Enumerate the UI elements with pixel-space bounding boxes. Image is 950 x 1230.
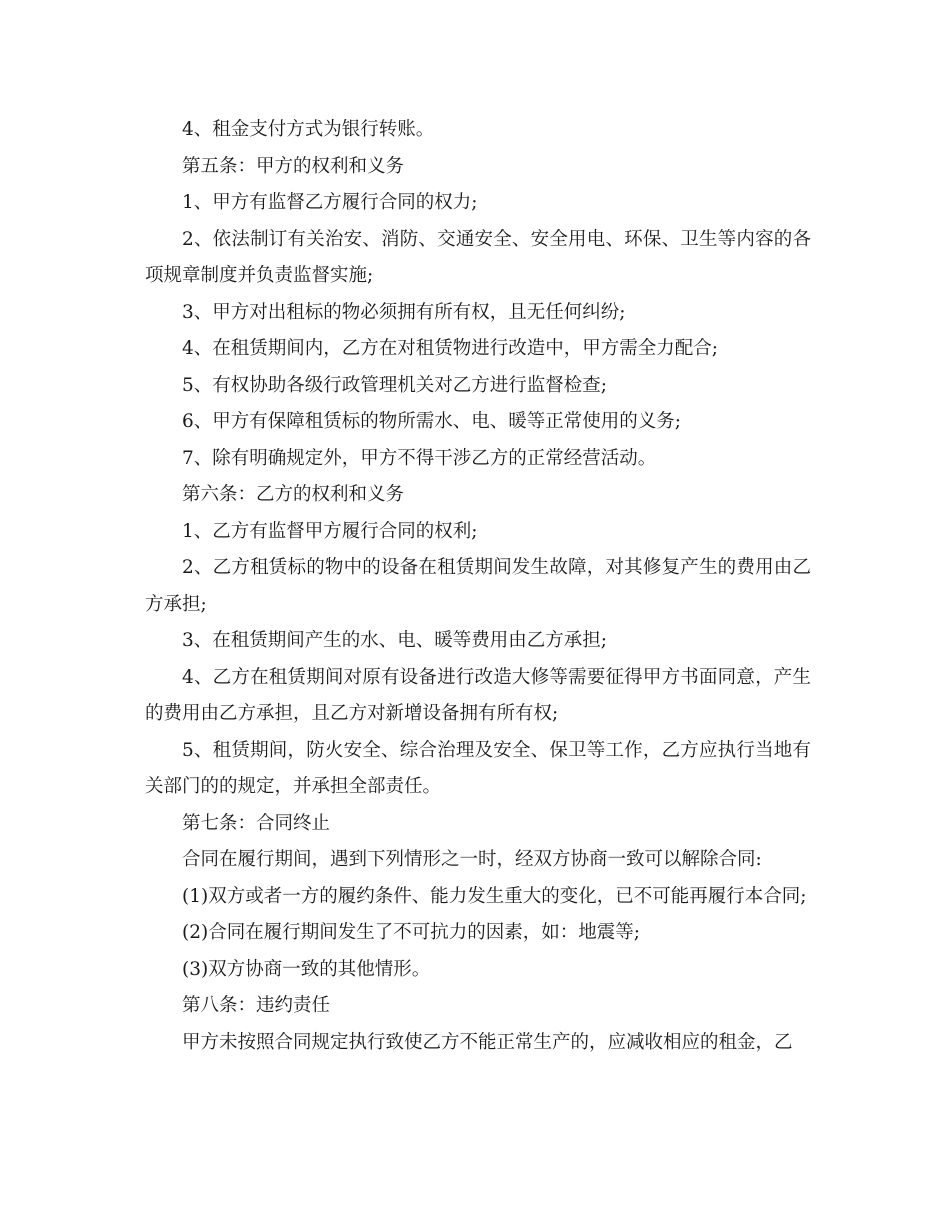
paragraph: 5、租赁期间，防火安全、综合治理及安全、保卫等工作，乙方应执行当地有关部门的的规定，并承担全部责任。 xyxy=(145,739,811,797)
paragraph: 7、除有明确规定外，甲方不得干涉乙方的正常经营活动。 xyxy=(182,447,657,469)
heading-article-7: 第七条：合同终止 xyxy=(182,812,331,834)
paragraph: 1、甲方有监督乙方履行合同的权力; xyxy=(182,192,478,213)
heading-article-5: 第五条：甲方的权利和义务 xyxy=(182,155,405,177)
paragraph: 1、乙方有监督甲方履行合同的权利; xyxy=(182,520,478,542)
document-body xyxy=(145,112,811,1061)
paragraph: 5、有权协助各级行政管理机关对乙方进行监督检查; xyxy=(182,374,608,396)
paragraph: (3)双方协商一致的其他情形。 xyxy=(182,958,431,980)
heading-article-8: 第八条：违约责任 xyxy=(182,995,331,1016)
paragraph: (1)双方或者一方的履约条件、能力发生重大的变化，已不可能再履行本合同; xyxy=(182,885,807,907)
paragraph: 3、在租赁期间产生的水、电、暖等费用由乙方承担; xyxy=(182,630,608,651)
paragraph: 甲方未按照合同规定执行致使乙方不能正常生产的，应减收相应的租金，乙 xyxy=(182,1031,793,1053)
paragraph-rent-payment: 4、租金支付方式为银行转账。 xyxy=(182,119,435,140)
paragraph: 4、在租赁期间内，乙方在对租赁物进行改造中，甲方需全力配合; xyxy=(182,338,719,359)
paragraph: 6、甲方有保障租赁标的物所需水、电、暖等正常使用的义务; xyxy=(182,411,682,432)
paragraph: (2)合同在履行期间发生了不可抗力的因素，如：地震等; xyxy=(182,922,640,943)
paragraph: 2、乙方租赁标的物中的设备在租赁期间发生故障，对其修复产生的费用由乙方承担; xyxy=(145,557,811,615)
paragraph: 合同在履行期间，遇到下列情形之一时，经双方协商一致可以解除合同: xyxy=(182,849,762,870)
paragraph: 4、乙方在租赁期间对原有设备进行改造大修等需要征得甲方书面同意，产生的费用由乙方承担，且乙方对新增设备拥有所有权; xyxy=(145,666,811,724)
paragraph: 3、甲方对出租标的物必须拥有所有权，且无任何纠纷; xyxy=(182,301,626,323)
heading-article-6: 第六条：乙方的权利和义务 xyxy=(182,484,405,505)
paragraph: 2、依法制订有关治安、消防、交通安全、安全用电、环保、卫生等内容的各项规章制度并负责监督实施; xyxy=(145,228,811,286)
